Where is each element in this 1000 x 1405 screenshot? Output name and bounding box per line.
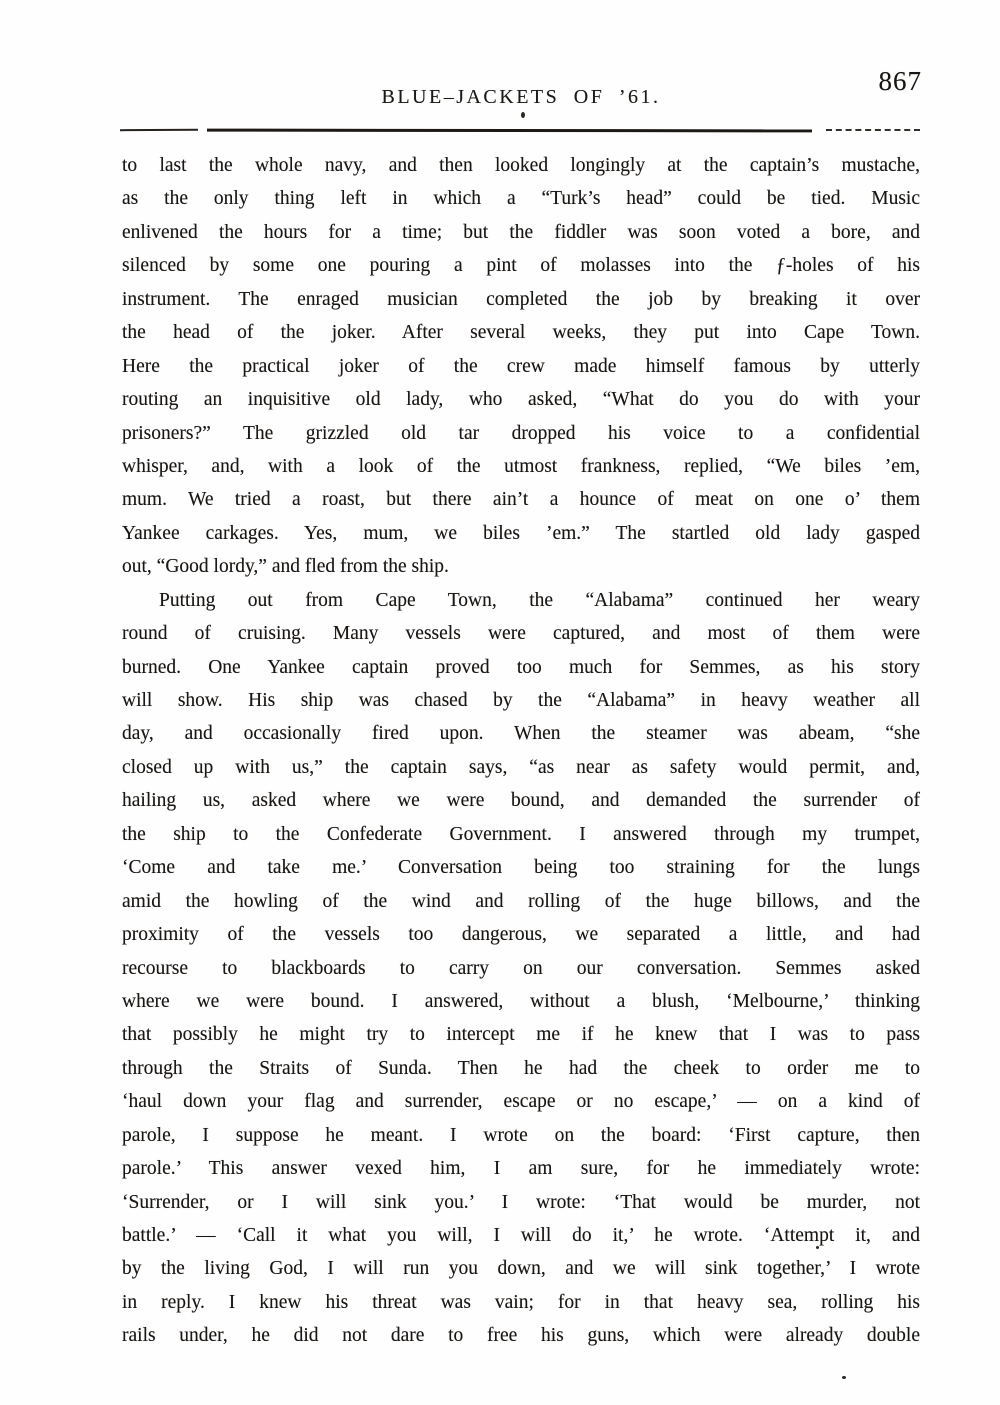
text-line: burned. One Yankee captain proved too much for Semmes, as his story (122, 656, 920, 678)
text-line: will show. His ship was chased by the “Alabama” in heavy weather all (122, 690, 920, 711)
text-line: in reply. I knew his threat was vain; for in that heavy sea, rolling his (122, 1291, 920, 1313)
text-line: amid the howling of the wind and rolling of the huge billows, and the (122, 890, 920, 912)
text-line: Yankee carkages. Yes, mum, we biles ’em.” The startled old lady gasped (122, 522, 920, 544)
text-line: where we were bound. I answered, without a blush, ‘Melbourne,’ thinking (122, 990, 920, 1012)
rule-segment-middle (207, 128, 812, 132)
text-line: ‘Surrender, or I will sink you.’ I wrote: ‘That would be murder, not (122, 1191, 920, 1213)
text-line: recourse to blackboards to carry on our conversation. Semmes asked (122, 957, 920, 979)
text-line: proximity of the vessels too dangerous, we separated a little, and had (122, 924, 920, 946)
header-divider-rule (120, 127, 920, 133)
text-line: battle.’ — ‘Call it what you will, I will do it,’ he wrote. ‘Attempt it, and (122, 1225, 920, 1246)
paragraph (122, 584, 920, 1353)
text-line: mum. We tried a roast, but there ain’t a hounce of meat on one o’ them (122, 489, 920, 511)
text-line: instrument. The enraged musician completed the job by breaking it over (122, 288, 920, 310)
page-text (122, 149, 920, 1353)
ink-speck (842, 1376, 846, 1379)
ink-speck (816, 1246, 819, 1249)
text-line: to last the whole navy, and then looked longingly at the captain’s mustache, (122, 155, 920, 176)
text-line: day, and occasionally fired upon. When the steamer was abeam, “she (122, 723, 920, 745)
text-line: prisoners?” The grizzled old tar dropped his voice to a confidential (122, 422, 920, 444)
text-line: rails under, he did not dare to free his guns, which were already double (122, 1325, 920, 1347)
rule-segment-right-dashed (826, 129, 920, 131)
text-line: routing an inquisitive old lady, who asked, “What do you do with your (122, 389, 920, 411)
text-line: out, “Good lordy,” and fled from the ship. (122, 556, 449, 578)
text-line: that possibly he might try to intercept me if he knew that I was to pass (122, 1024, 920, 1046)
text-line: parole.’ This answer vexed him, I am sure, for he immediately wrote: (122, 1158, 920, 1180)
page-number: 867 (878, 66, 922, 96)
text-line: the ship to the Confederate Government. I answered through my trumpet, (122, 823, 920, 845)
text-line: the head of the joker. After several weeks, they put into Cape Town. (122, 322, 920, 344)
running-head-title: BLUE–JACKETS OF ’61. (381, 86, 661, 108)
text-line: by the living God, I will run you down, and we will sink together,’ I wrote (122, 1258, 920, 1280)
text-line: through the Straits of Sunda. Then he had the cheek to order me to (122, 1057, 920, 1079)
text-line: whisper, and, with a look of the utmost frankness, replied, “We biles ’em, (122, 455, 920, 477)
text-line: Here the practical joker of the crew made himself famous by utterly (122, 355, 920, 377)
text-line: enlivened the hours for a time; but the fiddler was soon voted a bore, and (122, 221, 920, 243)
ink-speck (521, 112, 525, 118)
text-line: hailing us, asked where we were bound, and demanded the surrender of (122, 790, 920, 812)
text-line: parole, I suppose he meant. I wrote on the board: ‘First capture, then (122, 1124, 920, 1146)
text-line: as the only thing left in which a “Turk’s head” could be tied. Music (122, 188, 920, 210)
rule-segment-left (120, 129, 198, 131)
text-line: round of cruising. Many vessels were captured, and most of them were (122, 623, 920, 645)
text-line: silenced by some one pouring a pint of molasses into the ƒ-holes of his (122, 255, 920, 277)
paragraph (122, 149, 920, 584)
text-line: ‘haul down your flag and surrender, escape or no escape,’ — on a kind of (122, 1091, 920, 1113)
text-line: closed up with us,” the captain says, “as near as safety would permit, and, (122, 756, 920, 778)
text-line: ‘Come and take me.’ Conversation being too straining for the lungs (122, 857, 920, 879)
text-line: Putting out from Cape Town, the “Alabama” continued her weary (159, 589, 920, 611)
